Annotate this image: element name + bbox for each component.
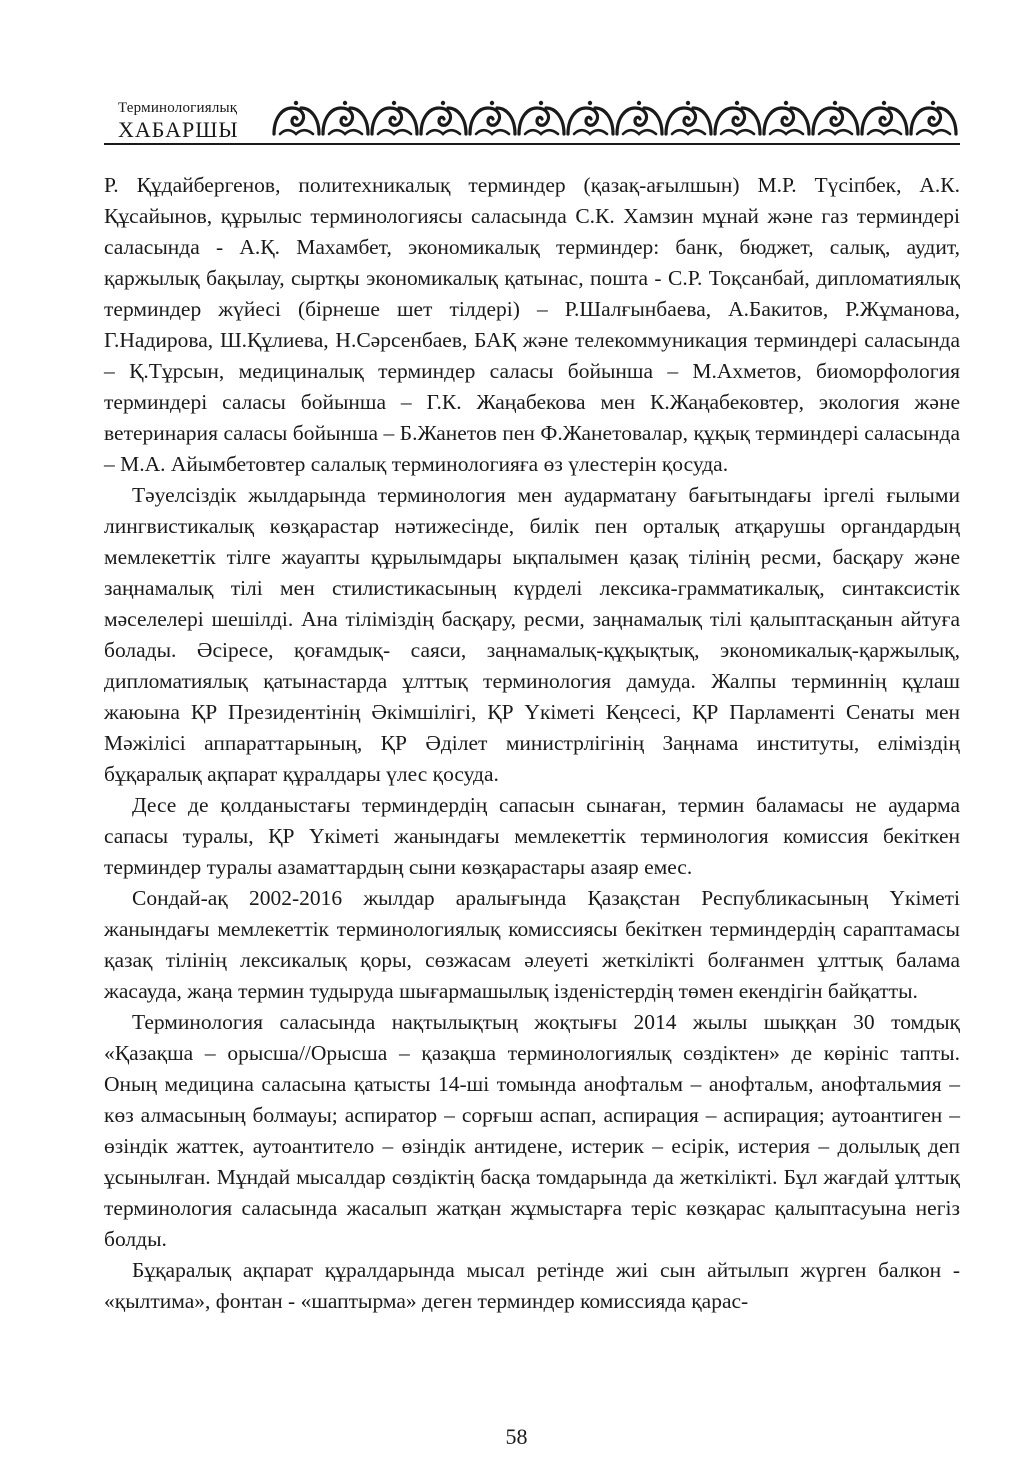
journal-title-big: ХАБАРШЫ — [118, 117, 239, 142]
page-header — [104, 98, 960, 146]
paragraph-3: Десе де қолданыстағы терминдердің сапасын сынаған, термин баламасы не аударма сапасы туралы, ҚР Үкіметі жанындағы мемлекеттік терминология комиссия бекіткен терминдер туралы азаматтардың сыни көзқарастары азаяр емес. — [104, 793, 960, 879]
page-number: 58 — [505, 1424, 528, 1449]
ornament-border — [272, 100, 960, 140]
journal-title-small: Терминологиялық — [118, 100, 238, 116]
paragraph-4: Сондай-ақ 2002-2016 жылдар аралығында Қазақстан Республикасының Үкіметі жанындағы мемлекеттік терминологиялық комиссиясы бекіткен терминдердің сараптамасы қазақ тілінің лексикалық қоры, сөзжасам әлеуеті жеткілікті болғанмен ұлттық балама жасауда, жаңа термин тудыруда шығармашылық ізденістердің төмен екендігін байқатты. — [104, 886, 960, 1003]
article-body — [104, 170, 960, 1317]
header-rule — [104, 143, 960, 145]
paragraph-1: Р. Құдайбергенов, политехникалық терминдер (қазақ-ағылшын) М.Р. Түсіпбек, А.К. Құсайынов, құрылыс терминологиясы саласында С.К. Хамзин мұнай және газ терминдері саласында - А.Қ. Махамбет, экономикалық терминдер: банк, бюджет, салық, аудит, қаржылық бақылау, сыртқы экономикалық қатынас, пошта - С.Р. Тоқсанбай, дипломатиялық терминдер жүйесі (бірнеше шет тілдері) – Р.Шалғынбаева, А.Бакитов, Р.Жұманова, Г.Надирова, Ш.Құлиева, Н.Сәрсенбаев, БАҚ және телекоммуникация терминдері саласында – Қ.Тұрсын, медициналық терминдер саласы бойынша – М.Ахметов, биоморфология терминдері саласы бойынша – Г.К. Жаңабекова мен К.Жаңабековтер, экология және ветеринария саласы бойынша – Б.Жанетов пен Ф.Жанетовалар, құқық терминдері саласында – М.А. Айымбетовтер салалық терминологияға өз үлестерін қосуда. — [104, 173, 960, 476]
paragraph-6: Бұқаралық ақпарат құралдарында мысал ретінде жиі сын айтылып жүрген балкон - «қылтима», фонтан - «шаптырма» деген терминдер комиссияда қарас- — [104, 1258, 960, 1313]
paragraph-2: Тәуелсіздік жылдарында терминология мен аударматану бағытындағы іргелі ғылыми лингвистикалық көзқарастар нәтижесінде, билік пен орталық атқарушы органдардың мемлекеттік тілге жауапты құрылымдары ықпалымен қазақ тілінің ресми, басқару және заңнамалық тілі мен стилистикасының күрделі лексика-грамматикалық, синтаксистік мәселелері шешілді. Ана тіліміздің басқару, ресми, заңнамалық тілі қалыптасқанын айтуға болады. Әсіресе, қоғамдық- саяси, заңнамалық-құқықтық, экономикалық-қаржылық, дипломатиялық қатынастарда ұлттық терминология дамуда. Жалпы терминнің құлаш жаюына ҚР Президентінің Әкімшілігі, ҚР Үкіметі Кеңсесі, ҚР Парламенті Сенаты мен Мәжілісі аппараттарының, ҚР Әділет министрлігінің Заңнама институты, еліміздің бұқаралық ақпарат құралдары үлес қосуда. — [104, 483, 960, 786]
paragraph-5: Терминология саласында нақтылықтың жоқтығы 2014 жылы шыққан 30 томдық «Қазақша – орысша//Орысша – қазақша терминологиялық сөздіктен» де көрініс тапты. Оның медицина саласына қатысты 14-ші томында анофтальм – анофтальм, анофтальмия – көз алмасының болмауы; аспиратор – сорғыш аспап, аспирация – аспирация; аутоантиген – өзіндік жаттек, аутоантитело – өзіндік антидене, истерик – есірік, истерия – долылық деп ұсынылған. Мұндай мысалдар сөздіктің басқа томдарында да жеткілікті. Бұл жағдай ұлттық терминология саласында жасалып жатқан жұмыстарға теріс көзқарас қалыптасуына негіз болды. — [104, 1010, 960, 1251]
